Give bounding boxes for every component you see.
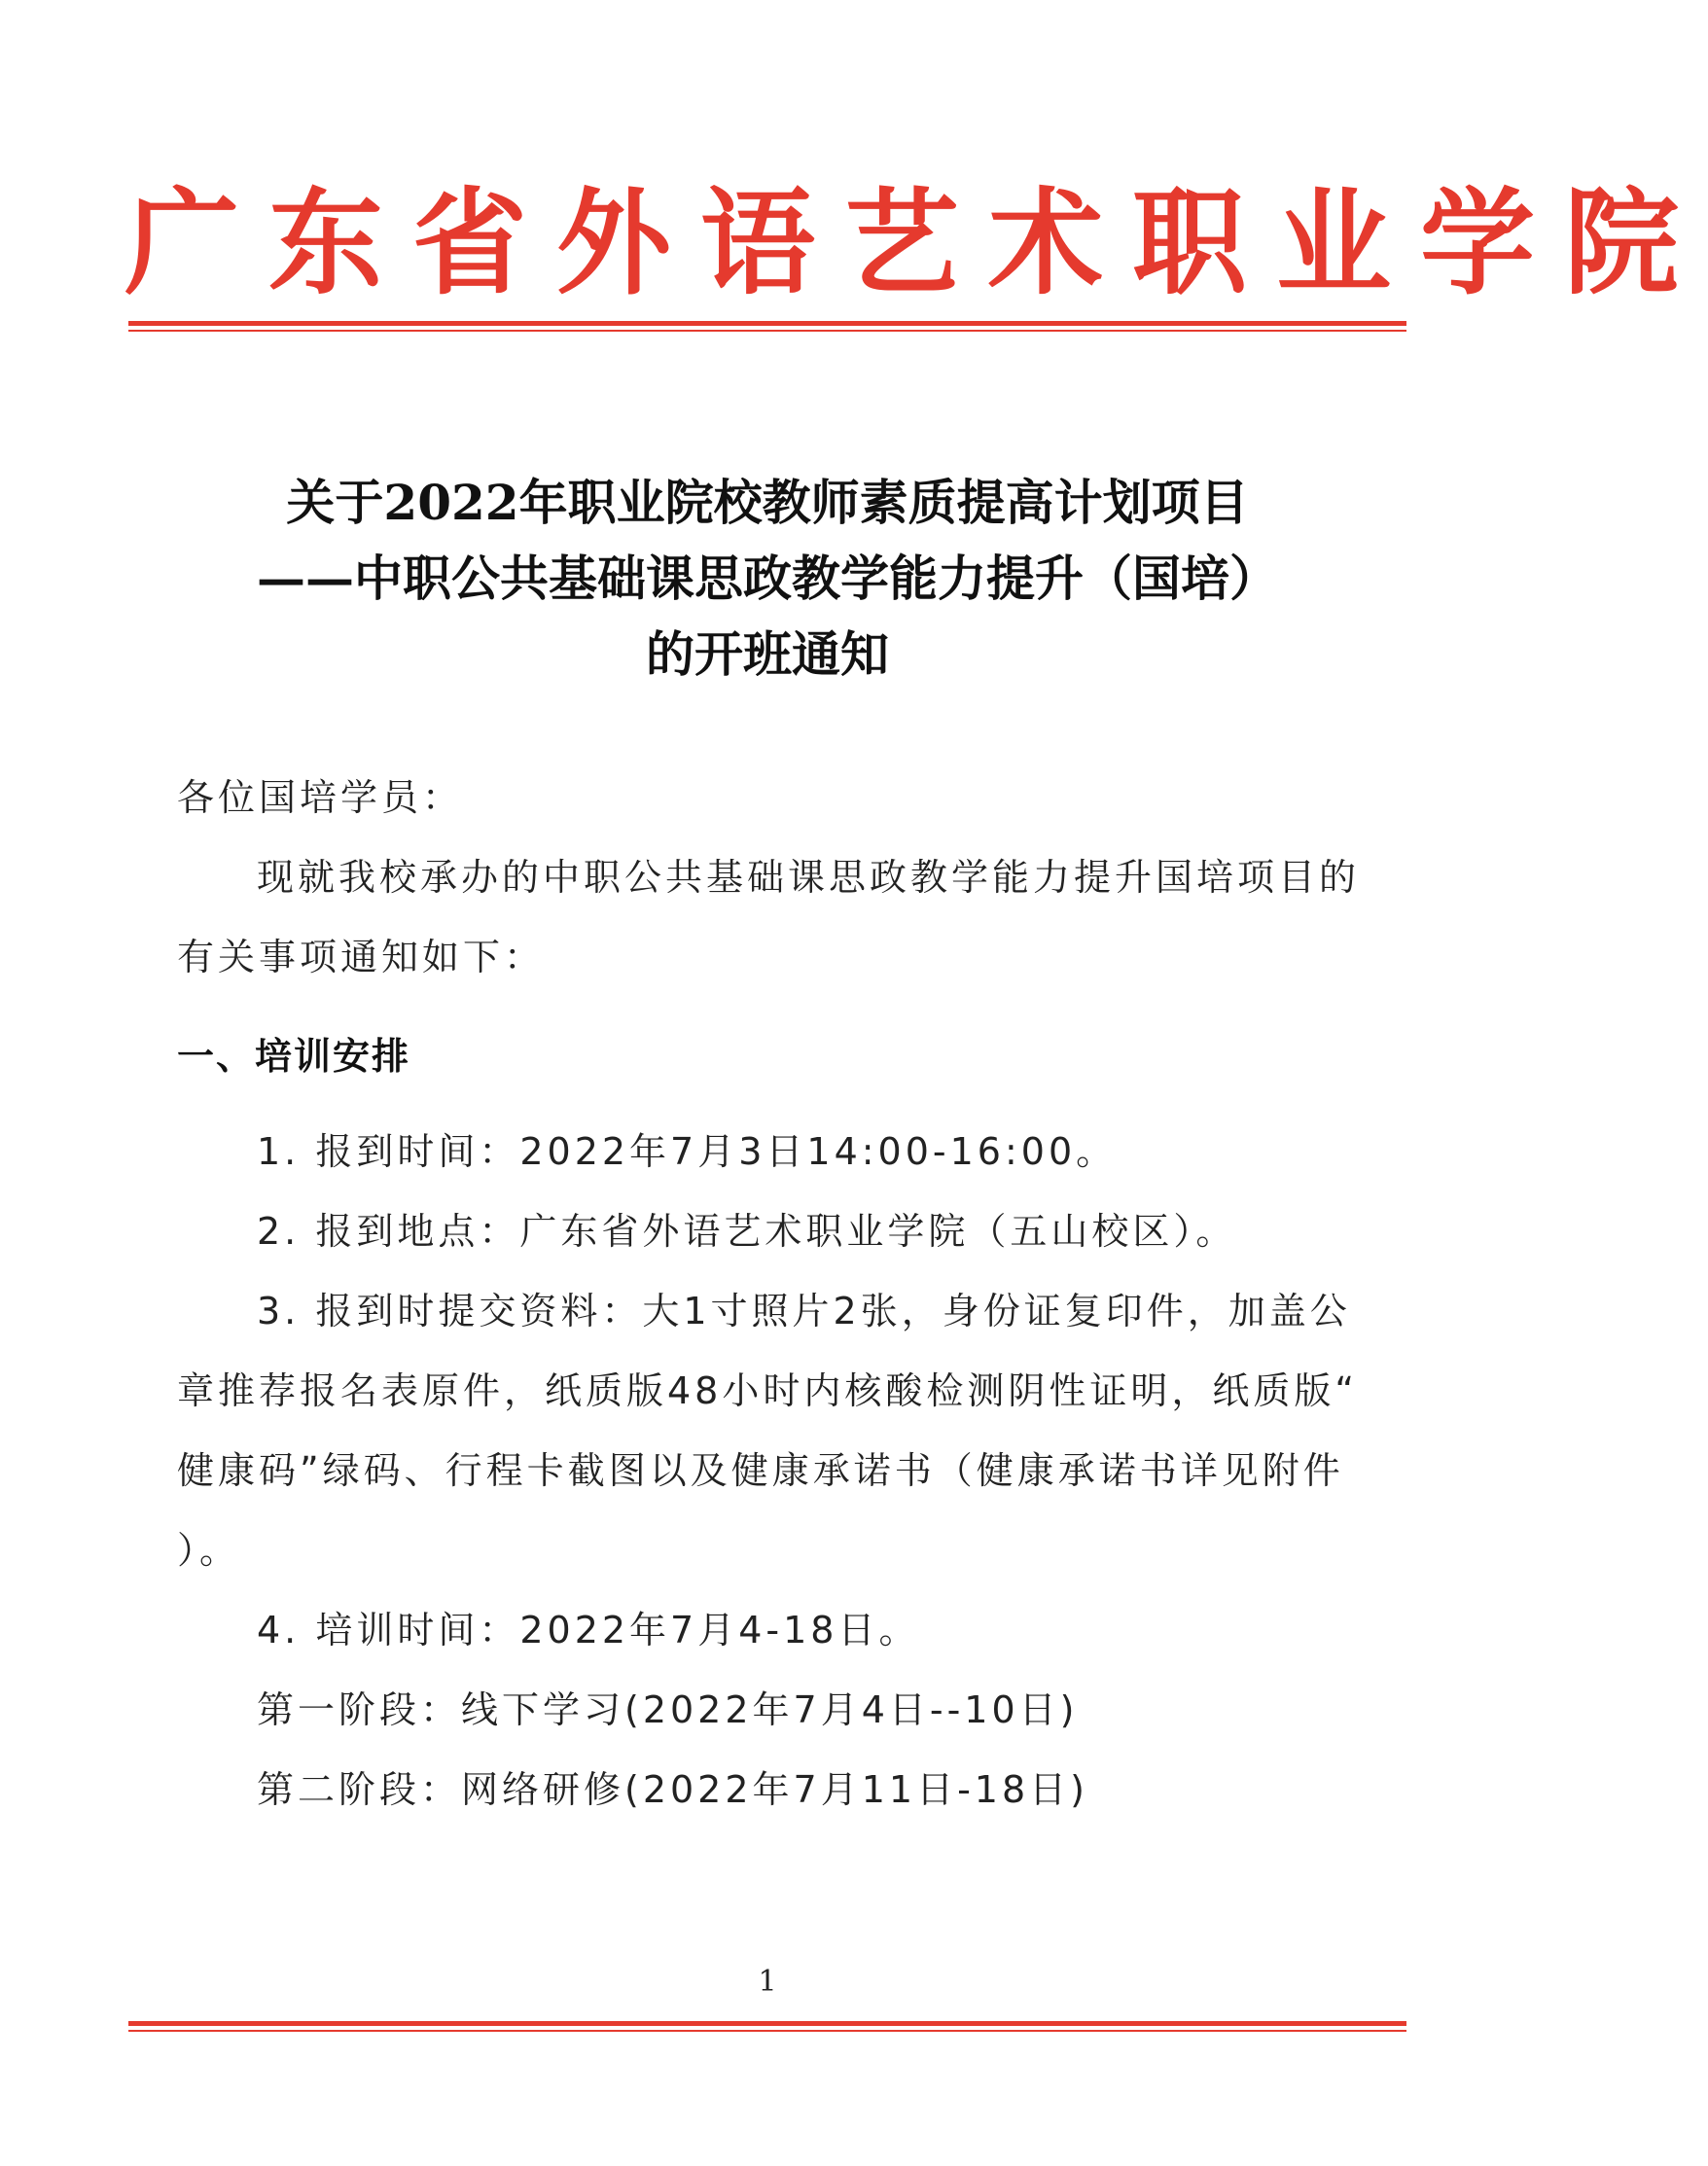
title-line-2: ——中职公共基础课思政教学能力提升（国培）	[257, 550, 1278, 607]
title-line-3: 的开班通知	[646, 625, 889, 683]
section-heading-training: 一、培训安排	[177, 1035, 411, 1078]
letterhead	[125, 160, 1708, 326]
item-report-time: 1. 报到时间：2022年7月3日14:00-16:00。	[257, 1130, 1118, 1173]
footer-divider	[128, 2021, 1406, 2032]
item-report-location: 2. 报到地点：广东省外语艺术职业学院（五山校区）。	[257, 1210, 1237, 1253]
intro-paragraph-line-2: 有关事项通知如下：	[177, 936, 546, 978]
letterhead-divider	[128, 321, 1406, 332]
intro-paragraph-line-1: 现就我校承办的中职公共基础课思政教学能力提升国培项目的	[257, 856, 1361, 899]
item-materials-line-4: ）。	[177, 1529, 241, 1572]
phase-two: 第二阶段：网络研修(2022年7月11日-18日)	[257, 1768, 1088, 1811]
item-materials-line-3: 健康码”绿码、行程卡截图以及健康承诺书（健康承诺书详见附件	[177, 1449, 1344, 1492]
document-title	[146, 465, 1389, 692]
item-training-time: 4. 培训时间：2022年7月4-18日。	[257, 1609, 920, 1651]
phase-one: 第一阶段：线下学习(2022年7月4日--10日)	[257, 1688, 1079, 1731]
item-materials-line-2: 章推荐报名表原件，纸质版48小时内核酸检测阴性证明，纸质版“	[177, 1369, 1359, 1412]
title-line-1: 关于2022年职业院校教师素质提高计划项目	[286, 474, 1249, 531]
item-materials-line-1: 3. 报到时提交资料：大1寸照片2张，身份证复印件，加盖公	[257, 1290, 1351, 1332]
page-number: 1	[758, 1965, 777, 1999]
institution-name: 广东省外语艺术职业学院	[125, 175, 1708, 310]
salutation: 各位国培学员：	[177, 776, 464, 819]
